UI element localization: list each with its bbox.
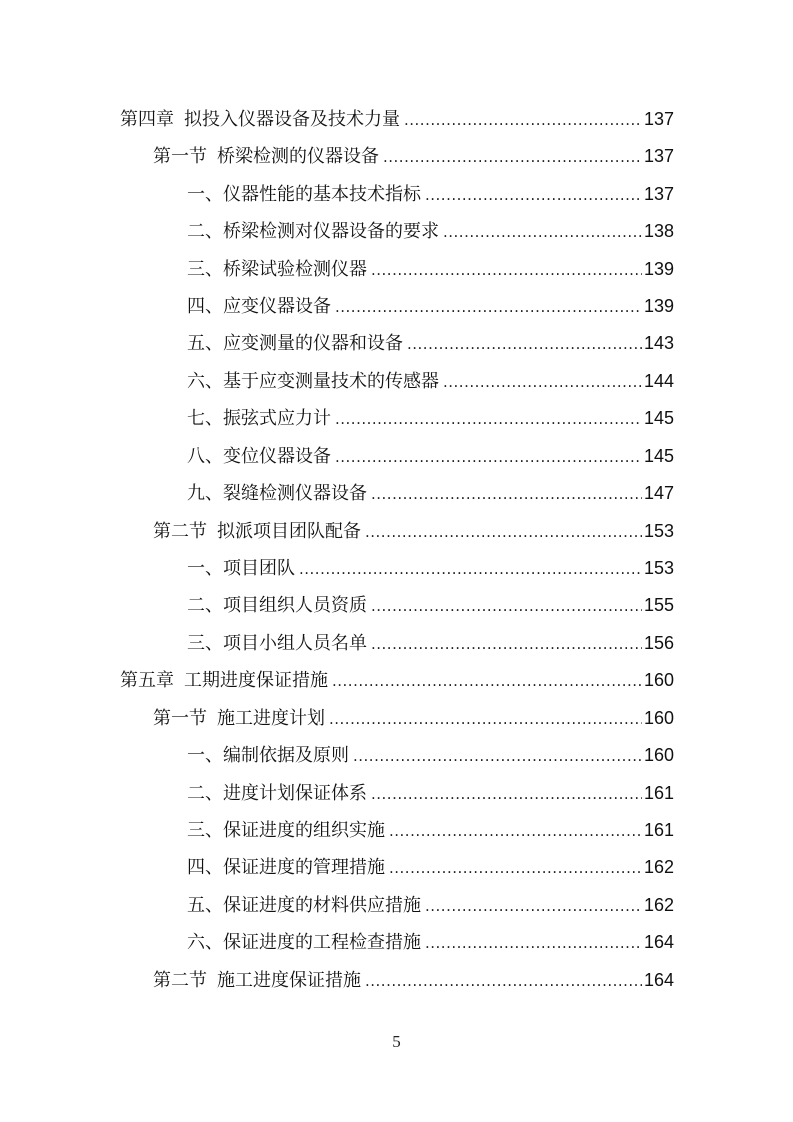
toc-entry-page: 144 — [643, 371, 674, 391]
toc-entry[interactable] — [153, 516, 674, 546]
toc-entry[interactable] — [120, 104, 674, 134]
toc-entry-page: 162 — [643, 857, 674, 877]
leader-dots — [299, 554, 642, 584]
toc-entry[interactable] — [187, 179, 674, 209]
toc-entry-title: 仪器性能的基本技术指标 — [223, 184, 421, 205]
page-number: 5 — [392, 1032, 401, 1051]
toc-entry-title: 保证进度的管理措施 — [223, 857, 385, 878]
leader-dots — [371, 591, 642, 621]
toc-entry[interactable] — [187, 815, 674, 845]
toc-entry-page: 161 — [643, 783, 674, 803]
toc-entry-title: 施工进度计划 — [217, 708, 325, 729]
toc-entry-prefix: 三、 — [187, 820, 223, 841]
toc-entry-title: 工期进度保证措施 — [184, 670, 328, 691]
toc-entry-page: 156 — [643, 633, 674, 653]
toc-entry-page: 164 — [643, 970, 674, 990]
leader-dots — [365, 966, 642, 996]
toc-entry-prefix: 一、 — [187, 184, 223, 205]
toc-entry-title: 振弦式应力计 — [223, 408, 331, 429]
toc-entry-page: 153 — [643, 558, 674, 578]
toc-entry[interactable] — [187, 740, 674, 770]
toc-entry-title: 应变仪器设备 — [223, 296, 331, 317]
toc-entry[interactable] — [187, 441, 674, 471]
toc-entry-prefix: 第二节 — [153, 970, 207, 991]
toc-entry[interactable] — [187, 216, 674, 246]
toc-entry[interactable] — [153, 965, 674, 995]
toc-entry-prefix: 六、 — [187, 371, 223, 392]
toc-entry-title: 保证进度的工程检查措施 — [223, 932, 421, 953]
toc-entry-title: 编制依据及原则 — [223, 745, 349, 766]
leader-dots — [371, 255, 642, 285]
toc-entry-page: 139 — [643, 296, 674, 316]
toc-entry-title: 桥梁试验检测仪器 — [223, 259, 367, 280]
toc-entry-prefix: 第一节 — [153, 708, 207, 729]
leader-dots — [443, 367, 642, 397]
leader-dots — [443, 217, 642, 247]
toc-entry-title: 应变测量的仪器和设备 — [223, 333, 403, 354]
toc-entry-prefix: 五、 — [187, 333, 223, 354]
toc-entry[interactable] — [187, 628, 674, 658]
toc-entry-prefix: 三、 — [187, 259, 223, 280]
toc-entry-page: 145 — [643, 446, 674, 466]
toc-entry-prefix: 五、 — [187, 895, 223, 916]
toc-entry-page: 137 — [643, 109, 674, 129]
toc-entry-page: 139 — [643, 259, 674, 279]
toc-entry-prefix: 三、 — [187, 633, 223, 654]
leader-dots — [365, 517, 642, 547]
toc-entry-prefix: 第二节 — [153, 521, 207, 542]
toc-entry[interactable] — [153, 141, 674, 171]
leader-dots — [329, 704, 642, 734]
toc-entry[interactable] — [187, 328, 674, 358]
toc-entry[interactable] — [153, 703, 674, 733]
leader-dots — [335, 292, 642, 322]
toc-entry[interactable] — [187, 852, 674, 882]
toc-entry-prefix: 第四章 — [120, 109, 174, 130]
toc-entry-title: 变位仪器设备 — [223, 446, 331, 467]
toc-entry-prefix: 六、 — [187, 932, 223, 953]
toc-entry-page: 137 — [643, 184, 674, 204]
toc-entry-title: 进度计划保证体系 — [223, 783, 367, 804]
toc-entry-prefix: 二、 — [187, 221, 223, 242]
toc-entry-page: 164 — [643, 932, 674, 952]
leader-dots — [353, 741, 642, 771]
leader-dots — [407, 329, 642, 359]
toc-entry-page: 153 — [643, 521, 674, 541]
leader-dots — [425, 180, 642, 210]
toc-entry-title: 保证进度的组织实施 — [223, 820, 385, 841]
leader-dots — [371, 479, 642, 509]
toc-entry[interactable] — [187, 291, 674, 321]
toc-entry-page: 147 — [643, 483, 674, 503]
leader-dots — [371, 629, 642, 659]
leader-dots — [404, 105, 642, 135]
toc-entry-prefix: 一、 — [187, 558, 223, 579]
toc-entry-page: 155 — [643, 595, 674, 615]
leader-dots — [371, 779, 642, 809]
toc-entry[interactable] — [187, 590, 674, 620]
toc-entry[interactable] — [187, 254, 674, 284]
toc-entry-page: 160 — [643, 670, 674, 690]
toc-entry-prefix: 第一节 — [153, 146, 207, 167]
toc-entry-prefix: 九、 — [187, 483, 223, 504]
toc-entry-title: 拟派项目团队配备 — [217, 521, 361, 542]
toc-entry-page: 137 — [643, 146, 674, 166]
toc-entry-prefix: 二、 — [187, 595, 223, 616]
toc-entry-page: 160 — [643, 745, 674, 765]
toc-entry-page: 138 — [643, 221, 674, 241]
toc-entry-title: 裂缝检测仪器设备 — [223, 483, 367, 504]
toc-entry-title: 桥梁检测对仪器设备的要求 — [223, 221, 439, 242]
toc-entry-prefix: 二、 — [187, 783, 223, 804]
toc-entry[interactable] — [187, 553, 674, 583]
leader-dots — [389, 853, 642, 883]
toc-entry-page: 162 — [643, 895, 674, 915]
toc-entry-page: 143 — [643, 333, 674, 353]
toc-entry-title: 桥梁检测的仪器设备 — [217, 146, 379, 167]
toc-entry[interactable] — [187, 778, 674, 808]
toc-entry[interactable] — [120, 665, 674, 695]
toc-entry-prefix: 四、 — [187, 296, 223, 317]
toc-entry-title: 保证进度的材料供应措施 — [223, 895, 421, 916]
toc-entry-title: 项目小组人员名单 — [223, 633, 367, 654]
toc-entry[interactable] — [187, 927, 674, 957]
leader-dots — [425, 891, 642, 921]
toc-entry-title: 施工进度保证措施 — [217, 970, 361, 991]
toc-entry-title: 拟投入仪器设备及技术力量 — [184, 109, 400, 130]
leader-dots — [425, 928, 642, 958]
toc-entry-page: 145 — [643, 408, 674, 428]
toc-entry[interactable] — [187, 366, 674, 396]
toc-entry[interactable] — [187, 890, 674, 920]
leader-dots — [383, 142, 642, 172]
leader-dots — [389, 816, 642, 846]
leader-dots — [332, 666, 642, 696]
toc-entry-title: 项目团队 — [223, 558, 295, 579]
toc-entry-prefix: 八、 — [187, 446, 223, 467]
leader-dots — [335, 404, 642, 434]
toc-entry[interactable] — [187, 478, 674, 508]
toc-entry-title: 项目组织人员资质 — [223, 595, 367, 616]
toc-entry-page: 161 — [643, 820, 674, 840]
leader-dots — [335, 442, 642, 472]
toc-entry-title: 基于应变测量技术的传感器 — [223, 371, 439, 392]
toc-entry-prefix: 一、 — [187, 745, 223, 766]
toc-entry[interactable] — [187, 403, 674, 433]
toc-entry-prefix: 第五章 — [120, 670, 174, 691]
toc-entry-prefix: 四、 — [187, 857, 223, 878]
toc-entry-prefix: 七、 — [187, 408, 223, 429]
toc-entry-page: 160 — [643, 708, 674, 728]
